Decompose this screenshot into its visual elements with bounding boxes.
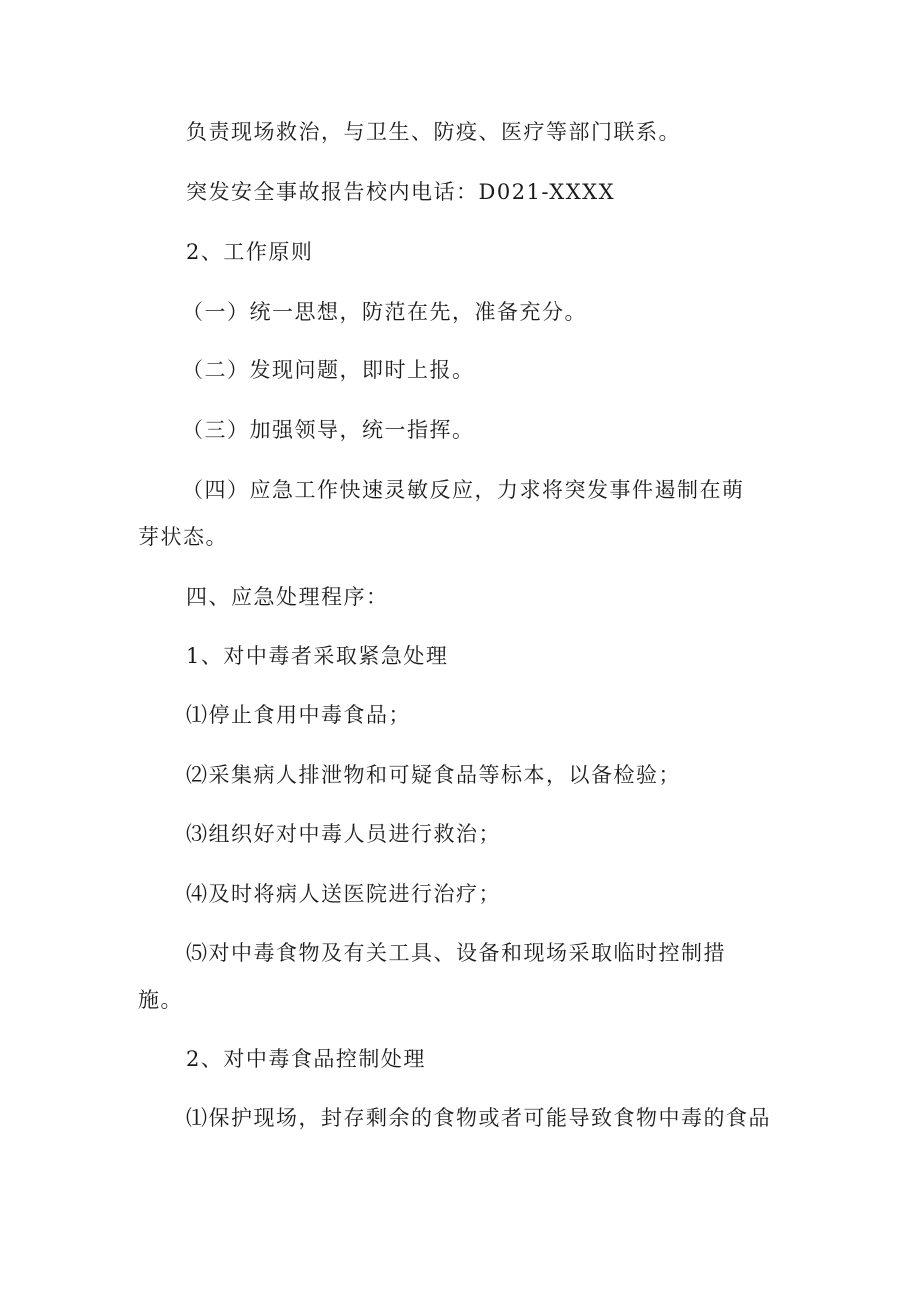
list-item: ⑴保护现场，封存剩余的食物或者可能导致食物中毒的食品 bbox=[186, 1106, 771, 1130]
list-item: ⑴停止食用中毒食品； bbox=[186, 703, 411, 727]
subsection-heading: 1、对中毒者采取紧急处理 bbox=[186, 644, 449, 668]
list-item: （二）发现问题，即时上报。 bbox=[182, 358, 475, 382]
section-heading: 四、应急处理程序： bbox=[186, 585, 389, 609]
list-item: ⑶组织好对中毒人员进行救治； bbox=[186, 822, 501, 846]
list-item: ⑷及时将病人送医院进行治疗； bbox=[186, 882, 501, 906]
paragraph-line: 负责现场救治，与卫生、防疫、医疗等部门联系。 bbox=[186, 120, 681, 144]
list-item: （三）加强领导，统一指挥。 bbox=[182, 418, 475, 442]
list-item: （四）应急工作快速灵敏反应，力求将突发事件遏制在萌 bbox=[182, 478, 745, 502]
paragraph-line: 突发安全事故报告校内电话：D021-XXXX bbox=[186, 180, 616, 204]
list-item-continuation: 芽状态。 bbox=[138, 525, 228, 549]
subsection-heading: 2、对中毒食品控制处理 bbox=[186, 1047, 426, 1071]
list-item-continuation: 施。 bbox=[138, 988, 183, 1012]
list-item: ⑸对中毒食物及有关工具、设备和现场采取临时控制措 bbox=[186, 941, 726, 965]
list-item: （一）统一思想，防范在先，准备充分。 bbox=[182, 300, 587, 324]
section-heading: 2、工作原则 bbox=[186, 240, 314, 264]
list-item: ⑵采集病人排泄物和可疑食品等标本，以备检验； bbox=[186, 763, 681, 787]
